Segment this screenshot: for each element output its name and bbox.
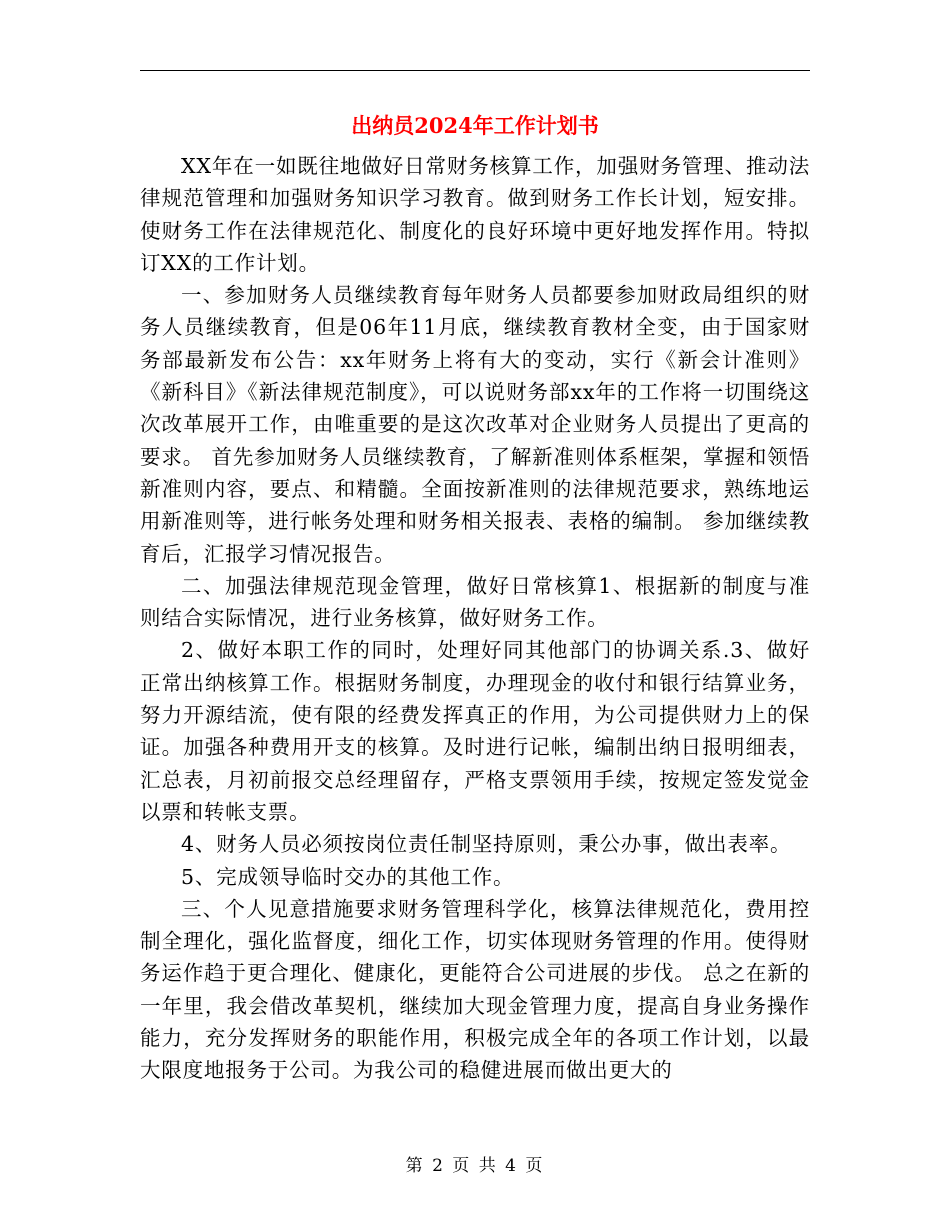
document-body <box>140 150 810 1087</box>
paragraph-section-2: 二、加强法律规范现金管理，做好日常核算1、根据新的制度与准则结合实际情况，进行业务核算，做好财务工作。 <box>140 573 810 631</box>
paragraph-intro: XX年在一如既往地做好日常财务核算工作，加强财务管理、推动法律规范管理和加强财务知识学习教育。做到财务工作长计划，短安排。使财务工作在法律规范化、制度化的良好环境中更好地发挥作用。特拟订XX的工作计划。 <box>140 154 810 275</box>
paragraph-section-3: 三、个人见意措施要求财务管理科学化，核算法律规范化，费用控制全理化，强化监督度，细化工作，切实体现财务管理的作用。使得财务运作趋于更合理化、健康化，更能符合公司进展的步伐。 总之在新的一年里，我会借改革契机，继续加大现金管理力度，提高自身业务操作能力，充分发挥财务的职能作用，积极完成全年的各项工作计划，以最大限度地报务于公司。为我公司的稳健进展而做出更大的 <box>140 896 810 1083</box>
page-number: 第 2 页 共 4 页 <box>405 1156 545 1176</box>
paragraph-item-4: 4、财务人员必须按岗位责任制坚持原则，秉公办事，做出表率。 <box>181 832 792 857</box>
document-title: 出纳员2024年工作计划书 <box>351 113 599 138</box>
paragraph-item-5: 5、完成领导临时交办的其他工作。 <box>181 864 515 889</box>
paragraph-item-2: 2、做好本职工作的同时，处理好同其他部门的协调关系.3、做好正常出纳核算工作。根据财务制度，办理现金的收付和银行结算业务，努力开源结流，使有限的经费发挥真正的作用，为公司提供财力上的保证。加强各种费用开支的核算。及时进行记帐，编制出纳日报明细表，汇总表，月初前报交总经理留存，严格支票领用手续，按规定签发觉金以票和转帐支票。 <box>140 638 810 824</box>
header-divider <box>140 70 810 71</box>
paragraph-section-1: 一、参加财务人员继续教育每年财务人员都要参加财政局组织的财务人员继续教育，但是06年11月底，继续教育教材全变，由于国家财务部最新发布公告：xx年财务上将有大的变动，实行《新会计准则》《新科目》《新法律规范制度》，可以说财务部xx年的工作将一切围绕这次改革展开工作，由唯重要的是这次改革对企业财务人员提出了更高的要求。 首先参加财务人员继续教育，了解新准则体系框架，掌握和领悟新准则内容，要点、和精髓。全面按新准则的法律规范要求，熟练地运用新准则等，进行帐务处理和财务相关报表、表格的编制。 参加继续教育后，汇报学习情况报告。 <box>140 283 810 566</box>
